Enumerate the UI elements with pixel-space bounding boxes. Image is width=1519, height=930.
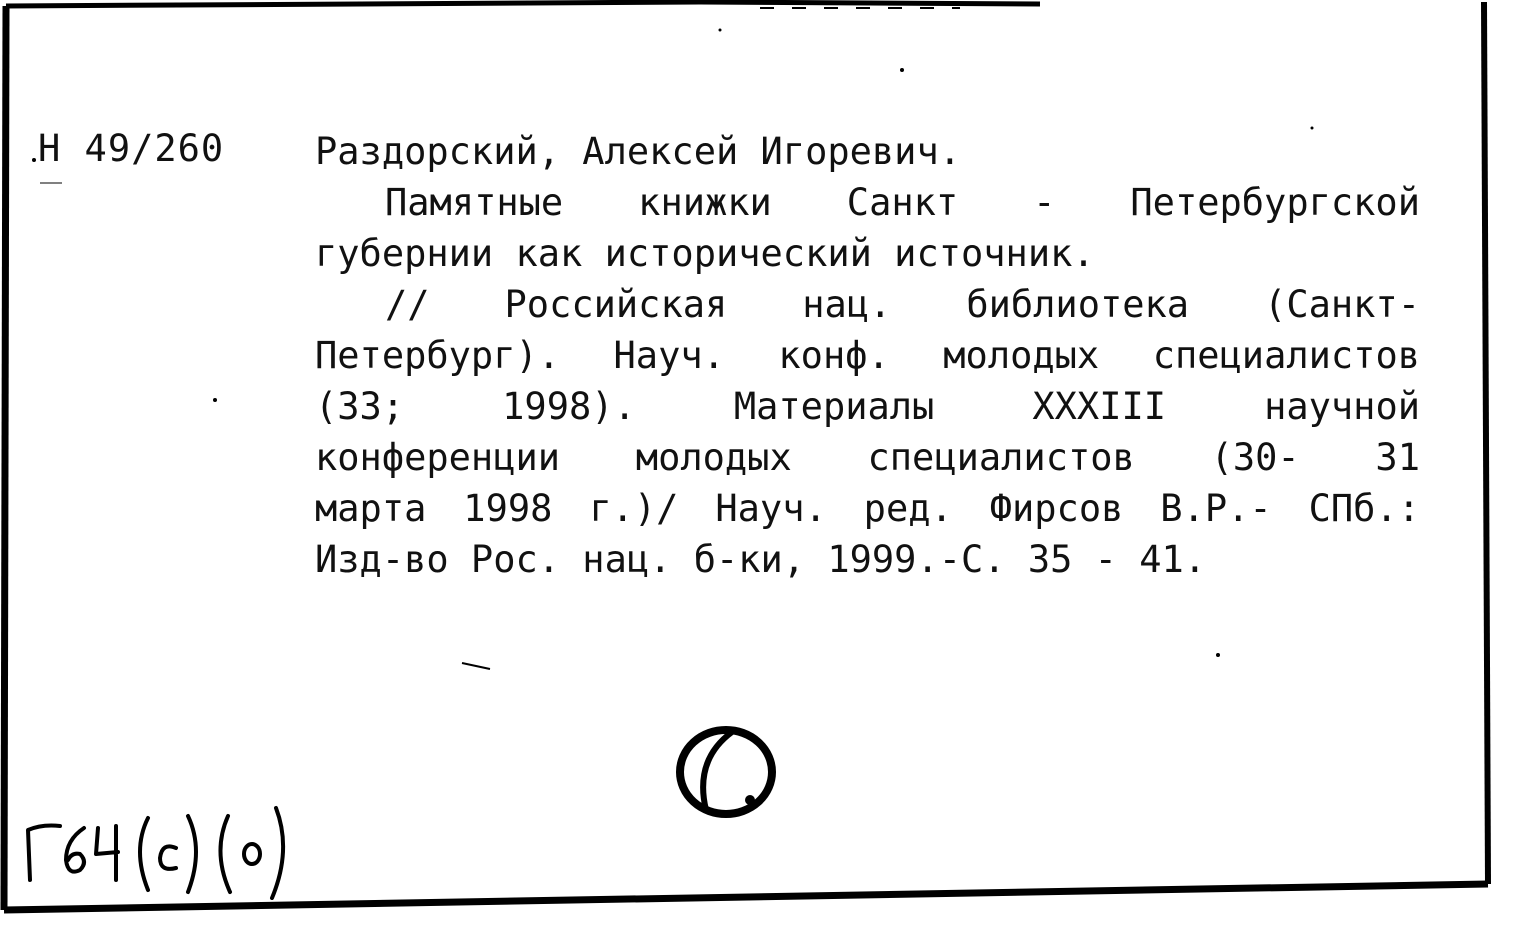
source-line-4: конференции молодых специалистов (30- 31 — [315, 436, 1420, 479]
source-line-5: марта 1998 г.)/ Науч. ред. Фирсов В.Р.- СПб.: — [315, 487, 1420, 530]
author-line: Раздорский, Алексей Игоревич. — [315, 130, 962, 173]
bibliographic-entry — [315, 126, 1420, 585]
source-line-3: (33; 1998). Материалы XXXIII научной — [315, 385, 1420, 428]
call-number: Н 49/260 — [38, 127, 225, 170]
title-line-1: Памятные книжки Санкт - Петербургской — [385, 181, 1420, 224]
stamp-circle-mark — [672, 720, 782, 820]
handwritten-classification-code — [22, 800, 292, 900]
source-line-1: // Российская нац. библиотека (Санкт- — [385, 283, 1420, 326]
publication-line: Изд-во Рос. нац. б-ки, 1999.-С. 35 - 41. — [315, 538, 1207, 581]
title-line-2: губернии как исторический источник. — [315, 232, 1095, 275]
source-line-2: Петербург). Науч. конф. молодых специалистов — [315, 334, 1420, 377]
